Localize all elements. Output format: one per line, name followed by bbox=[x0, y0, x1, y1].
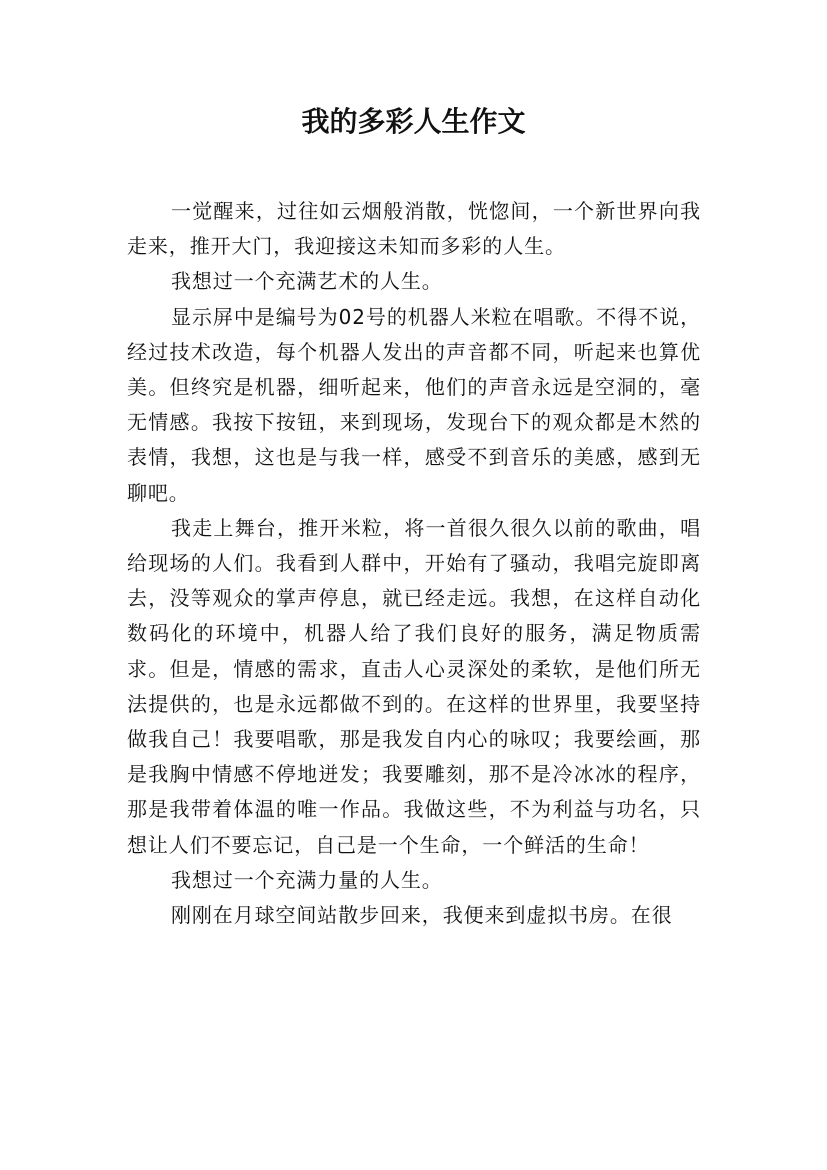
document-title: 我的多彩人生作文 bbox=[301, 105, 526, 138]
paragraph: 我想过一个充满力量的人生。 bbox=[171, 867, 443, 892]
paragraph: 我想过一个充满艺术的人生。 bbox=[171, 269, 443, 294]
paragraph: 刚刚在月球空间站散步回来，我便来到虚拟书房。在很 bbox=[171, 903, 673, 928]
document-body bbox=[127, 194, 701, 933]
paragraph: 一觉醒来，过往如云烟般消散，恍惚间，一个新世界向我走来，推开大门，我迎接这未知而多彩的人生。 bbox=[127, 199, 701, 259]
paragraph: 我走上舞台，推开米粒，将一首很久很久以前的歌曲，唱给现场的人们。我看到人群中，开始有了骚动，我唱完旋即离去，没等观众的掌声停息，就已经走远。我想，在这样自动化数码化的环境中，机器人给了我们良好的服务，满足物质需求。但是，情感的需求，直击人心灵深处的柔软，是他们所无法提供的，也是永远都做不到的。在这样的世界里，我要坚持做我自己！我要唱歌，那是我发自内心的咏叹；我要绘画，那是我胸中情感不停地迸发；我要雕刻，那不是冷冰冰的程序，那是我带着体温的唯一作品。我做这些，不为利益与功名，只想让人们不要忘记，自己是一个生命，一个鲜活的生命！ bbox=[127, 515, 701, 857]
paragraph: 显示屏中是编号为02号的机器人米粒在唱歌。不得不说，经过技术改造，每个机器人发出的声音都不同，听起来也算优美。但终究是机器，细听起来，他们的声音永远是空洞的，毫无情感。我按下按钮，来到现场，发现台下的观众都是木然的表情，我想，这也是与我一样，感受不到音乐的美感，感到无聊吧。 bbox=[127, 304, 701, 505]
